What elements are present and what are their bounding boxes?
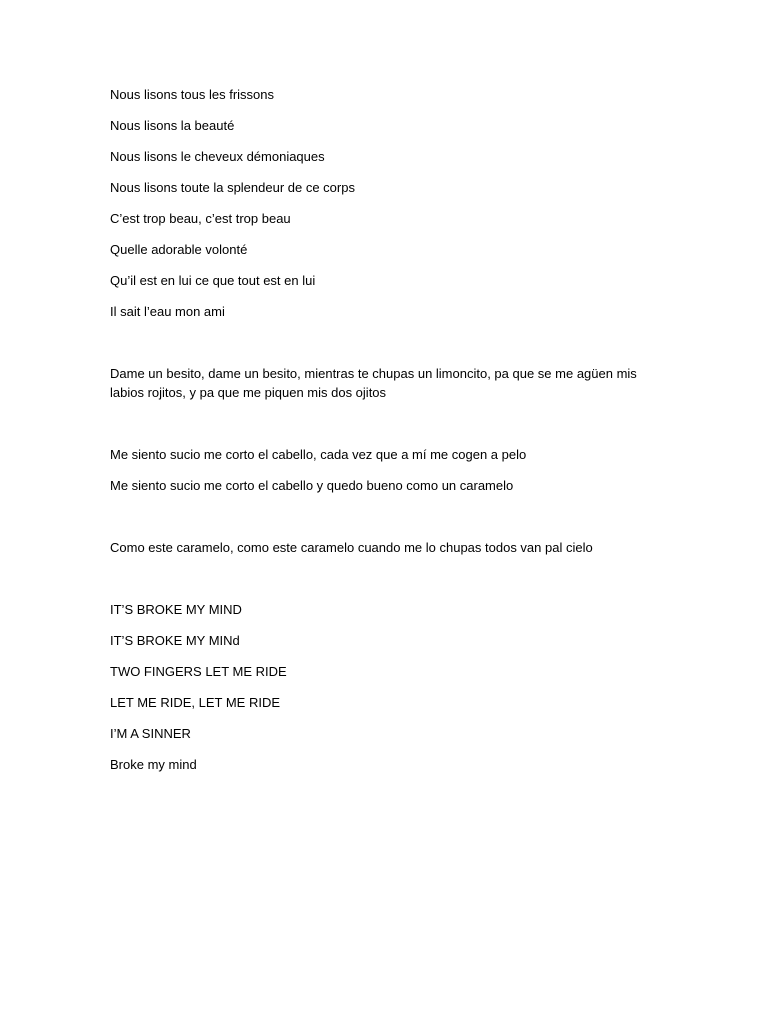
stanza-sucio: [110, 445, 658, 495]
stanza-caramelo: [110, 538, 658, 557]
text-paragraph: Dame un besito, dame un besito, mientras te chupas un limoncito, pa que se me agüen mis labios rojitos, y pa que me piquen mis dos ojitos: [110, 366, 637, 400]
stanza-french: [110, 85, 658, 321]
stanza-besito: [110, 364, 658, 402]
text-line: Nous lisons la beauté: [110, 118, 235, 133]
text-line: LET ME RIDE, LET ME RIDE: [110, 695, 281, 710]
text-line: IT’S BROKE MY MIND: [110, 602, 242, 617]
document-body: [110, 85, 658, 774]
text-line: Me siento sucio me corto el cabello y quedo bueno como un caramelo: [110, 478, 514, 493]
text-line: Qu’il est en lui ce que tout est en lui: [110, 273, 316, 288]
text-line: Como este caramelo, como este caramelo cuando me lo chupas todos van pal cielo: [110, 540, 593, 555]
text-line: I’M A SINNER: [110, 726, 191, 741]
text-line: Me siento sucio me corto el cabello, cada vez que a mí me cogen a pelo: [110, 447, 527, 462]
text-line: Nous lisons tous les frissons: [110, 87, 275, 102]
stanza-chorus: [110, 600, 658, 774]
text-line: Quelle adorable volonté: [110, 242, 248, 257]
text-line: IT’S BROKE MY MINd: [110, 633, 240, 648]
text-line: TWO FINGERS LET ME RIDE: [110, 664, 287, 679]
text-line: Broke my mind: [110, 757, 197, 772]
text-line: Nous lisons toute la splendeur de ce corps: [110, 180, 355, 195]
text-line: Nous lisons le cheveux démoniaques: [110, 149, 325, 164]
text-line: C’est trop beau, c’est trop beau: [110, 211, 291, 226]
text-line: Il sait l’eau mon ami: [110, 304, 225, 319]
